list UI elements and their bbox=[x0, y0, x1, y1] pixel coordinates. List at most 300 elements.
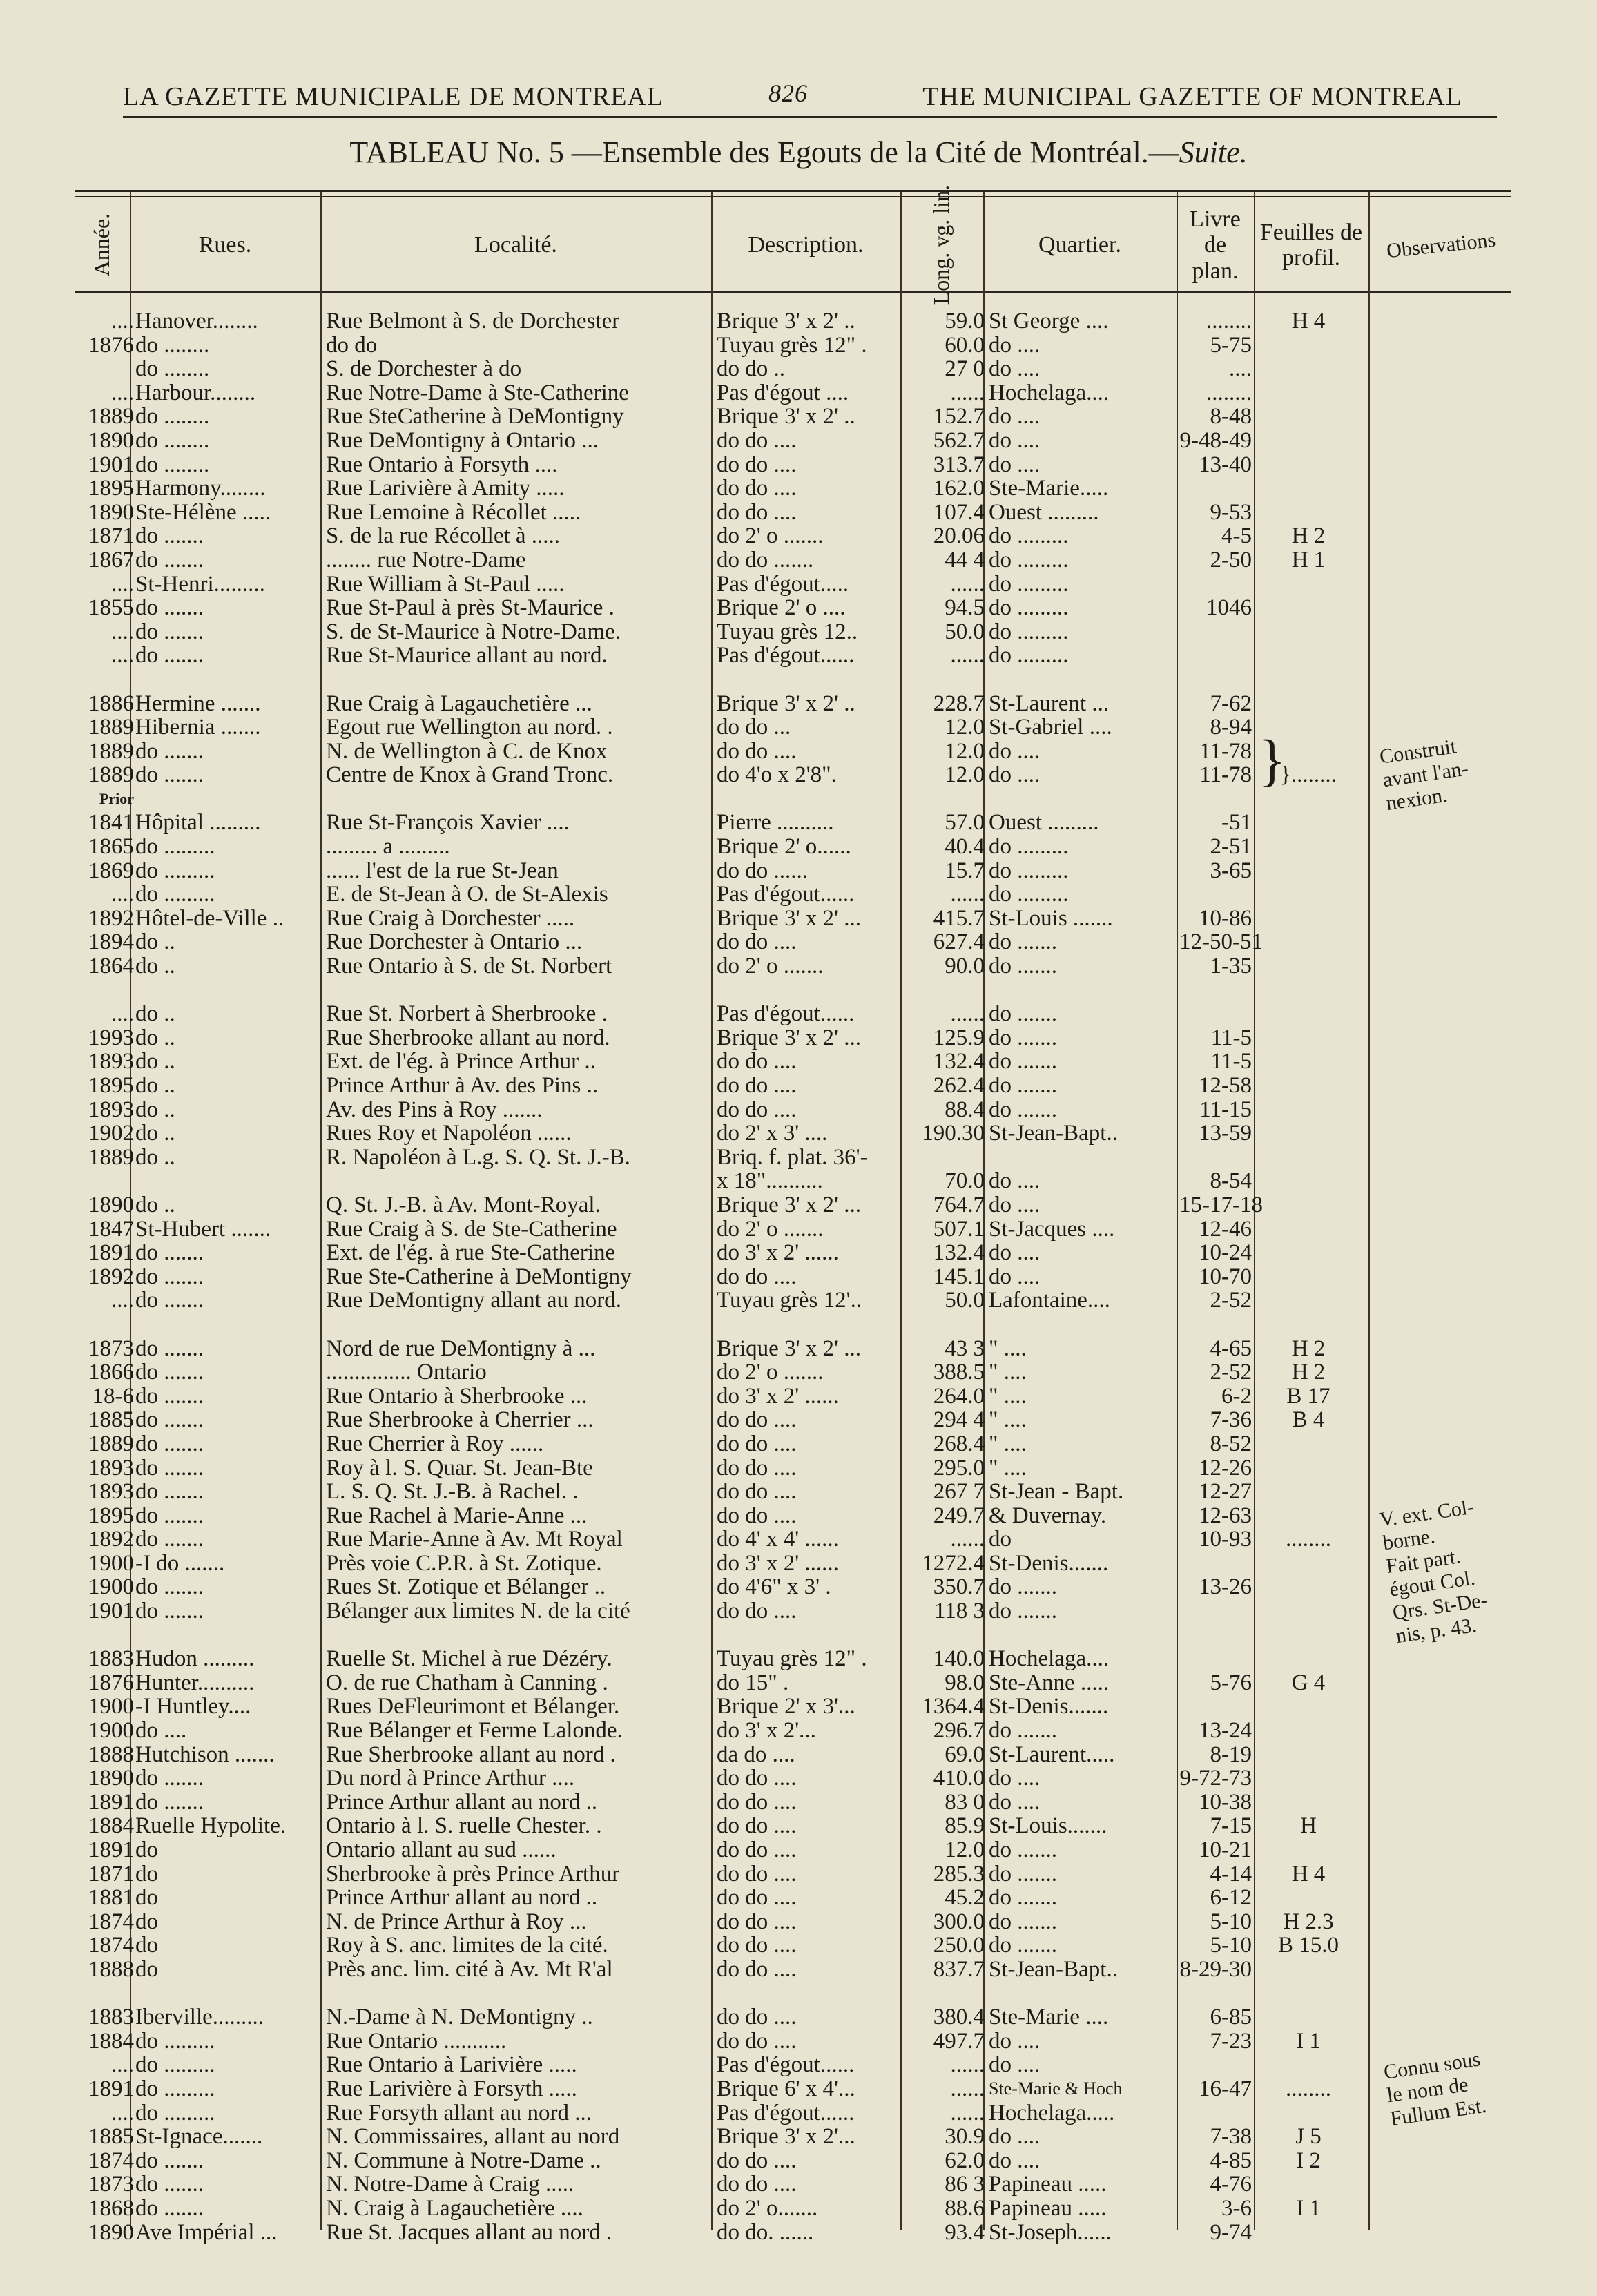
cell-year: .... bbox=[111, 2052, 134, 2078]
cell-quartier: St-Joseph...... bbox=[989, 2219, 1112, 2245]
cell-description: do do .... bbox=[717, 1049, 797, 1074]
cell-rue: do .. bbox=[135, 929, 175, 955]
cell-longueur: 44 4 bbox=[945, 547, 985, 572]
cell-quartier: do .... bbox=[989, 2124, 1041, 2150]
cell-rue: Harmony........ bbox=[135, 476, 266, 501]
table-row bbox=[0, 715, 1597, 740]
table-row bbox=[0, 2172, 1597, 2197]
cell-longueur: 30.9 bbox=[945, 2124, 985, 2150]
cell-longueur: 20.06 bbox=[933, 523, 985, 549]
cell-quartier: St-Jean-Bapt.. bbox=[989, 1956, 1118, 1982]
cell-quartier: do .... bbox=[989, 332, 1041, 358]
cell-livre-de-plan: 7-15 bbox=[1210, 1813, 1252, 1839]
cell-description: Tuyau grès 12'.. bbox=[717, 1288, 862, 1313]
cell-quartier: " .... bbox=[989, 1455, 1027, 1480]
cell-quartier: Ste-Marie..... bbox=[989, 476, 1109, 501]
cell-quartier: do bbox=[989, 1527, 1012, 1552]
cell-quartier: do .... bbox=[989, 1192, 1041, 1217]
cell-longueur: 296.7 bbox=[933, 1718, 985, 1744]
running-head-english-title: THE MUNICIPAL GAZETTE OF MONTREAL bbox=[922, 82, 1462, 111]
cell-livre-de-plan: 10-86 bbox=[1199, 905, 1252, 931]
cell-longueur: 90.0 bbox=[945, 954, 985, 979]
cell-description: do do .... bbox=[717, 427, 797, 453]
cell-longueur: ...... bbox=[950, 1527, 985, 1552]
cell-rue: do bbox=[135, 1837, 158, 1862]
cell-year: 18-6 bbox=[92, 1383, 134, 1409]
cell-year: .... bbox=[111, 309, 134, 334]
cell-rue: Hunter.......... bbox=[135, 1670, 255, 1695]
cell-rue: Hanover........ bbox=[135, 309, 258, 334]
cell-livre-de-plan: 4-5 bbox=[1221, 523, 1252, 549]
cell-longueur: 50.0 bbox=[945, 619, 985, 644]
cell-quartier: do .... bbox=[989, 2148, 1041, 2173]
cell-year: 1893 bbox=[88, 1049, 134, 1074]
cell-rue: do ....... bbox=[135, 1360, 204, 1385]
cell-localite: Rue Craig à S. de Ste-Catherine bbox=[326, 1216, 617, 1242]
cell-localite: Rue Ontario à Sherbrooke ... bbox=[326, 1383, 588, 1409]
cell-feuilles-de-profil: J 5 bbox=[1295, 2124, 1322, 2150]
cell-localite: Rues Roy et Napoléon ...... bbox=[326, 1121, 572, 1146]
cell-rue: do .. bbox=[135, 1049, 175, 1074]
cell-longueur: 94.5 bbox=[945, 595, 985, 621]
cell-livre-de-plan: 2-52 bbox=[1210, 1288, 1252, 1313]
cell-year: 1901 bbox=[88, 452, 134, 477]
cell-rue: do ......... bbox=[135, 2100, 215, 2125]
table-row bbox=[0, 1527, 1597, 1552]
cell-longueur: 15.7 bbox=[945, 858, 985, 883]
cell-year: 1884 bbox=[88, 2028, 134, 2054]
cell-year: 1900 bbox=[88, 1694, 134, 1719]
cell-localite: Rue Belmont à S. de Dorchester bbox=[326, 309, 620, 334]
cell-quartier: do ....... bbox=[989, 1909, 1057, 1934]
cell-rue: do .. bbox=[135, 1097, 175, 1122]
cell-description: Brique 3' x 2' ... bbox=[717, 1192, 861, 1217]
table-row bbox=[0, 882, 1597, 907]
cell-localite: S. de Dorchester à do bbox=[326, 356, 522, 382]
cell-rue: do ......... bbox=[135, 2052, 215, 2078]
cell-livre-de-plan: 4-76 bbox=[1210, 2172, 1252, 2197]
running-head-french-title: LA GAZETTE MUNICIPALE DE MONTREAL bbox=[123, 82, 664, 111]
table-row bbox=[0, 2125, 1597, 2149]
cell-longueur: 415.7 bbox=[933, 905, 985, 931]
cell-description: do 2' o....... bbox=[717, 2195, 818, 2221]
cell-longueur: 1364.4 bbox=[922, 1694, 985, 1719]
table-row bbox=[0, 309, 1597, 334]
cell-year: 1993 bbox=[88, 1025, 134, 1050]
cell-longueur: 313.7 bbox=[933, 452, 985, 477]
cell-rue: St-Ignace....... bbox=[135, 2124, 263, 2150]
table-row bbox=[0, 1814, 1597, 1838]
cell-quartier: do ......... bbox=[989, 858, 1069, 883]
cell-localite: ............... Ontario bbox=[326, 1360, 487, 1385]
cell-localite: Rue Sherbrooke à Cherrier ... bbox=[326, 1407, 594, 1433]
cell-year: .... bbox=[111, 619, 134, 644]
cell-description: Brique 6' x 4'... bbox=[717, 2076, 855, 2101]
column-header-annee: Année. bbox=[89, 213, 115, 277]
cell-livre-de-plan: .... bbox=[1229, 356, 1252, 382]
cell-rue: Iberville......... bbox=[135, 2005, 264, 2030]
cell-livre-de-plan: 8-52 bbox=[1210, 1431, 1252, 1456]
cell-livre-de-plan: 13-24 bbox=[1199, 1718, 1252, 1744]
cell-quartier: do ....... bbox=[989, 1933, 1057, 1958]
cell-year: .... bbox=[111, 1288, 134, 1313]
cell-rue: do ....... bbox=[135, 2148, 204, 2173]
table-row bbox=[0, 668, 1597, 692]
cell-year: 1900 bbox=[88, 1574, 134, 1600]
cell-livre-de-plan: 13-40 bbox=[1199, 452, 1252, 477]
cell-quartier: do ......... bbox=[989, 882, 1069, 907]
cell-livre-de-plan: 6-85 bbox=[1210, 2005, 1252, 2030]
cell-longueur: 83 0 bbox=[945, 1789, 985, 1815]
cell-quartier: do ....... bbox=[989, 1073, 1057, 1098]
cell-localite: Rue DeMontigny allant au nord. bbox=[326, 1288, 622, 1313]
cell-quartier: do ....... bbox=[989, 1001, 1057, 1027]
cell-quartier: do .... bbox=[989, 1264, 1041, 1289]
cell-rue: -I do ....... bbox=[135, 1550, 225, 1576]
cell-localite: Ext. de l'ég. à Prince Arthur .. bbox=[326, 1049, 596, 1074]
cell-year: 1841 bbox=[88, 810, 134, 836]
cell-livre-de-plan: 7-36 bbox=[1210, 1407, 1252, 1433]
cell-livre-de-plan: 13-59 bbox=[1199, 1121, 1252, 1146]
cell-year: 1874 bbox=[88, 1933, 134, 1958]
cell-rue: do bbox=[135, 1909, 158, 1934]
cell-localite: L. S. Q. St. J.-B. à Rachel. . bbox=[326, 1479, 579, 1505]
cell-localite: Rue Dorchester à Ontario ... bbox=[326, 929, 583, 955]
cell-description: Brique 2' o...... bbox=[717, 834, 851, 860]
cell-longueur: 50.0 bbox=[945, 1288, 985, 1313]
cell-description: Tuyau grès 12" . bbox=[717, 332, 867, 358]
cell-longueur: 12.0 bbox=[945, 715, 985, 740]
table-row bbox=[0, 1575, 1597, 1599]
table-row bbox=[0, 1695, 1597, 1719]
cell-quartier: do .... bbox=[989, 1168, 1041, 1194]
cell-rue: Ste-Hélène ..... bbox=[135, 499, 271, 525]
cell-rue: do .... bbox=[135, 1718, 187, 1744]
table-row bbox=[0, 1313, 1597, 1337]
cell-description: do 15" . bbox=[717, 1670, 789, 1695]
cell-localite: Près voie C.P.R. à St. Zotique. bbox=[326, 1550, 602, 1576]
cell-quartier: St-Jean-Bapt.. bbox=[989, 1121, 1118, 1146]
cell-year: 1869 bbox=[88, 858, 134, 883]
cell-year: .... bbox=[111, 2100, 134, 2125]
cell-quartier: do .... bbox=[989, 404, 1041, 430]
cell-year: 1855 bbox=[88, 595, 134, 621]
cell-description: do do .... bbox=[717, 2172, 797, 2197]
cell-description: do 2' o ....... bbox=[717, 954, 824, 979]
table-row bbox=[0, 1671, 1597, 1695]
cell-description: Pas d'égout..... bbox=[717, 571, 849, 597]
cell-rue: do ........ bbox=[135, 452, 210, 477]
cell-localite: Q. St. J.-B. à Av. Mont-Royal. bbox=[326, 1192, 601, 1217]
table-row bbox=[0, 1146, 1597, 1170]
cell-description: Brique 3' x 2' .. bbox=[717, 404, 855, 430]
cell-description: do do .... bbox=[717, 1407, 797, 1433]
cell-longueur: ...... bbox=[950, 571, 985, 597]
cell-longueur: 40.4 bbox=[945, 834, 985, 860]
cell-localite: Ruelle St. Michel à rue Dézéry. bbox=[326, 1646, 612, 1672]
cell-quartier: Ouest ......... bbox=[989, 499, 1099, 525]
cell-livre-de-plan: 11-5 bbox=[1210, 1049, 1252, 1074]
cell-description: do do .... bbox=[717, 1599, 797, 1624]
table-row bbox=[0, 476, 1597, 501]
cell-year: 1890 bbox=[88, 1766, 134, 1791]
cell-feuilles-de-profil: I 1 bbox=[1296, 2028, 1321, 2054]
cell-year: 1892 bbox=[88, 1264, 134, 1289]
cell-year: 1888 bbox=[88, 1956, 134, 1982]
cell-longueur: 837.7 bbox=[933, 1956, 985, 1982]
cell-quartier: St-Laurent ... bbox=[989, 691, 1110, 716]
cell-livre-de-plan: 2-50 bbox=[1210, 547, 1252, 572]
cell-quartier: do ....... bbox=[989, 1861, 1057, 1887]
cell-localite: Rue William à St-Paul ..... bbox=[326, 571, 565, 597]
cell-description: Brique 3' x 2' ... bbox=[717, 1025, 861, 1050]
table-row bbox=[0, 907, 1597, 931]
cell-livre-de-plan: 9-74 bbox=[1210, 2219, 1252, 2245]
cell-longueur: 262.4 bbox=[933, 1073, 985, 1098]
cell-longueur: 93.4 bbox=[945, 2219, 985, 2245]
cell-year: 1881 bbox=[88, 1885, 134, 1911]
table-row bbox=[0, 1265, 1597, 1289]
cell-description: Pas d'égout...... bbox=[717, 1001, 855, 1027]
cell-longueur: 98.0 bbox=[945, 1670, 985, 1695]
cell-longueur: 380.4 bbox=[933, 2005, 985, 2030]
cell-feuilles-de-profil: ........ bbox=[1286, 1527, 1331, 1552]
cell-description: do do .... bbox=[717, 1837, 797, 1862]
cell-description: do do .... bbox=[717, 2148, 797, 2173]
cell-livre-de-plan: 11-78 bbox=[1199, 738, 1252, 764]
cell-rue: do ....... bbox=[135, 1479, 204, 1505]
cell-localite: Rue Craig à Lagauchetière ... bbox=[326, 691, 592, 716]
cell-longueur: 249.7 bbox=[933, 1503, 985, 1528]
table-row bbox=[0, 381, 1597, 405]
cell-livre-de-plan: 13-26 bbox=[1199, 1574, 1252, 1600]
cell-rue: do ....... bbox=[135, 2172, 204, 2197]
table-row bbox=[0, 429, 1597, 453]
cell-localite: Rue Bélanger et Ferme Lalonde. bbox=[326, 1718, 623, 1744]
cell-livre-de-plan: 12-58 bbox=[1199, 1073, 1252, 1098]
cell-livre-de-plan: 9-72-73 bbox=[1179, 1766, 1252, 1791]
table-row bbox=[0, 1982, 1597, 2006]
cell-quartier: St George .... bbox=[989, 309, 1109, 334]
cell-livre-de-plan: 4-65 bbox=[1210, 1335, 1252, 1361]
table-title bbox=[0, 135, 1597, 170]
cell-longueur: 12.0 bbox=[945, 762, 985, 788]
cell-quartier: do .... bbox=[989, 2028, 1041, 2054]
cell-feuilles-de-profil: H bbox=[1300, 1813, 1317, 1839]
cell-year: 1888 bbox=[88, 1742, 134, 1767]
cell-description: x 18".......... bbox=[717, 1168, 823, 1194]
cell-localite: Prince Arthur allant au nord .. bbox=[326, 1789, 598, 1815]
cell-rue: do ....... bbox=[135, 547, 204, 572]
cell-localite: Rue Sherbrooke allant au nord . bbox=[326, 1742, 616, 1767]
cell-localite: Prince Arthur allant au nord .. bbox=[326, 1885, 598, 1911]
cell-description: Brique 3' x 2' .. bbox=[717, 309, 855, 334]
cell-description: do do .... bbox=[717, 738, 797, 764]
cell-description: do do .... bbox=[717, 499, 797, 525]
cell-livre-de-plan: 1-35 bbox=[1210, 954, 1252, 979]
table-row bbox=[0, 2101, 1597, 2125]
table-row bbox=[0, 1838, 1597, 1862]
cell-description: do 3' x 2' ...... bbox=[717, 1550, 839, 1576]
table-row bbox=[0, 1719, 1597, 1743]
cell-localite: N. Notre-Dame à Craig ..... bbox=[326, 2172, 574, 2197]
cell-description: Brique 2' o .... bbox=[717, 595, 846, 621]
cell-localite: N. Commissaires, allant au nord bbox=[326, 2124, 620, 2150]
cell-quartier: do ......... bbox=[989, 523, 1069, 549]
cell-livre-de-plan: ........ bbox=[1206, 380, 1252, 405]
cell-description: do do ...... bbox=[717, 858, 808, 883]
table-row bbox=[0, 1599, 1597, 1623]
cell-longueur: 285.3 bbox=[933, 1861, 985, 1887]
cell-description: do 2' x 3' .... bbox=[717, 1121, 828, 1146]
cell-quartier: St-Laurent..... bbox=[989, 1742, 1115, 1767]
cell-year: 1891 bbox=[88, 1240, 134, 1266]
table-row bbox=[0, 1886, 1597, 1910]
cell-livre-de-plan: 5-10 bbox=[1210, 1909, 1252, 1934]
cell-description: do do .... bbox=[717, 1431, 797, 1456]
table-row bbox=[0, 692, 1597, 716]
cell-description: Pas d'égout...... bbox=[717, 643, 855, 668]
cell-description: Briq. f. plat. 36'- bbox=[717, 1144, 868, 1170]
table-row bbox=[0, 740, 1597, 764]
table-row bbox=[0, 644, 1597, 668]
cell-quartier: do ....... bbox=[989, 1097, 1057, 1122]
cell-longueur: 267 7 bbox=[933, 1479, 985, 1505]
cell-localite: Prince Arthur à Av. des Pins .. bbox=[326, 1073, 599, 1098]
cell-longueur: 60.0 bbox=[945, 332, 985, 358]
cell-quartier: St-Louis....... bbox=[989, 1813, 1107, 1839]
table-row bbox=[0, 978, 1597, 1003]
cell-quartier: do ......... bbox=[989, 834, 1069, 860]
cell-description: do do .... bbox=[717, 2028, 797, 2054]
cell-longueur: ...... bbox=[950, 1001, 985, 1027]
table-row bbox=[0, 2053, 1597, 2077]
cell-year: 1889 bbox=[88, 404, 134, 430]
cell-localite: Roy à S. anc. limites de la cité. bbox=[326, 1933, 608, 1958]
cell-description: do do .... bbox=[717, 1789, 797, 1815]
cell-year: 1893 bbox=[88, 1479, 134, 1505]
cell-localite: Rue Forsyth allant au nord ... bbox=[326, 2100, 592, 2125]
cell-rue: do .. bbox=[135, 1192, 175, 1217]
cell-description: Brique 2' x 3'... bbox=[717, 1694, 855, 1719]
cell-longueur: 152.7 bbox=[933, 404, 985, 430]
cell-year: 1889 bbox=[88, 1431, 134, 1456]
running-head bbox=[123, 75, 1462, 116]
cell-localite: Du nord à Prince Arthur .... bbox=[326, 1766, 575, 1791]
cell-localite: ........ rue Notre-Dame bbox=[326, 547, 526, 572]
cell-longueur: 264.0 bbox=[933, 1383, 985, 1409]
cell-rue: Harbour........ bbox=[135, 380, 256, 405]
cell-localite: Rue Ste-Catherine à DeMontigny bbox=[326, 1264, 632, 1289]
table-row bbox=[0, 357, 1597, 381]
cell-rue: do ......... bbox=[135, 2028, 215, 2054]
column-header-localite: Localité. bbox=[474, 232, 557, 258]
cell-livre-de-plan: 8-19 bbox=[1210, 1742, 1252, 1767]
cell-year: .... bbox=[111, 571, 134, 597]
cell-livre-de-plan: 12-27 bbox=[1199, 1479, 1252, 1505]
cell-description: do 3' x 2' ...... bbox=[717, 1240, 839, 1266]
table-row bbox=[0, 1026, 1597, 1050]
table-row bbox=[0, 405, 1597, 429]
column-header-rues: Rues. bbox=[198, 232, 252, 258]
cell-feuilles-de-profil: H 4 bbox=[1291, 309, 1326, 334]
table-row bbox=[0, 1360, 1597, 1385]
table-row bbox=[0, 1552, 1597, 1576]
cell-rue: do ....... bbox=[135, 1574, 204, 1600]
cell-longueur: 59.0 bbox=[945, 309, 985, 334]
cell-description: do do .... bbox=[717, 929, 797, 955]
cell-description: do do .... bbox=[717, 1264, 797, 1289]
cell-livre-de-plan: ........ bbox=[1206, 309, 1252, 334]
cell-description: do do .... bbox=[717, 1479, 797, 1505]
cell-description: Pas d'égout...... bbox=[717, 882, 855, 907]
cell-quartier: Hochelaga..... bbox=[989, 2100, 1115, 2125]
cell-feuilles-de-profil: H 4 bbox=[1291, 1861, 1326, 1887]
cell-year: 1894 bbox=[88, 929, 134, 955]
cell-longueur: 228.7 bbox=[933, 691, 985, 716]
cell-rue: do bbox=[135, 1861, 158, 1887]
cell-longueur: 12.0 bbox=[945, 738, 985, 764]
cell-year: 1890 bbox=[88, 2219, 134, 2245]
cell-localite: Rue Ontario ........... bbox=[326, 2028, 507, 2054]
cell-longueur: 497.7 bbox=[933, 2028, 985, 2054]
cell-localite: Rue Lemoine à Récollet ..... bbox=[326, 499, 581, 525]
cell-rue: Hermine ....... bbox=[135, 691, 261, 716]
table-row bbox=[0, 1002, 1597, 1026]
table-row bbox=[0, 1169, 1597, 1193]
cell-rue: St-Hubert ....... bbox=[135, 1216, 271, 1242]
cell-quartier: St-Jacques .... bbox=[989, 1216, 1115, 1242]
cell-rue: do ....... bbox=[135, 1503, 204, 1528]
table-row bbox=[0, 620, 1597, 644]
cell-description: Pas d'égout .... bbox=[717, 380, 849, 405]
cell-year: 1891 bbox=[88, 1837, 134, 1862]
cell-rue: do ....... bbox=[135, 738, 204, 764]
table-row bbox=[0, 1766, 1597, 1791]
cell-longueur: 27 0 bbox=[945, 356, 985, 382]
cell-quartier: do .... bbox=[989, 1766, 1041, 1791]
cell-localite: Rue Notre-Dame à Ste-Catherine bbox=[326, 380, 629, 405]
cell-year: .... bbox=[111, 380, 134, 405]
cell-quartier: do ....... bbox=[989, 954, 1057, 979]
cell-longueur: 57.0 bbox=[945, 810, 985, 836]
cell-year: 1891 bbox=[88, 2076, 134, 2101]
cell-quartier: Lafontaine.... bbox=[989, 1288, 1110, 1313]
cell-longueur: 85.9 bbox=[945, 1813, 985, 1839]
cell-feuilles-de-profil: I 1 bbox=[1296, 2195, 1321, 2221]
cell-year: 1865 bbox=[88, 834, 134, 860]
observation-st-hubert: V. ext. Col- borne. Fait part. égout Col. Qrs. St-De- nis, p. 43. bbox=[1378, 1495, 1489, 1648]
table-row bbox=[0, 2221, 1597, 2245]
cell-longueur: 12.0 bbox=[945, 1837, 985, 1862]
table-row bbox=[0, 334, 1597, 358]
cell-localite: Rue St-Maurice allant au nord. bbox=[326, 643, 608, 668]
cell-localite: Rue Larivière à Amity ..... bbox=[326, 476, 565, 501]
cell-year: 1876 bbox=[88, 332, 134, 358]
cell-year: .... bbox=[111, 643, 134, 668]
cell-rue: Ave Impérial ... bbox=[135, 2219, 278, 2245]
cell-livre-de-plan: 11-15 bbox=[1199, 1097, 1252, 1122]
cell-longueur: 145.1 bbox=[933, 1264, 985, 1289]
cell-longueur: 88.4 bbox=[945, 1097, 985, 1122]
cell-year: 1892 bbox=[88, 1527, 134, 1552]
cell-longueur: 294 4 bbox=[933, 1407, 985, 1433]
table-row bbox=[0, 859, 1597, 883]
cell-quartier: Hochelaga.... bbox=[989, 380, 1110, 405]
cell-rue: do ....... bbox=[135, 762, 204, 788]
cell-feuilles-de-profil: H 1 bbox=[1291, 547, 1326, 572]
cell-quartier: do ......... bbox=[989, 571, 1069, 597]
